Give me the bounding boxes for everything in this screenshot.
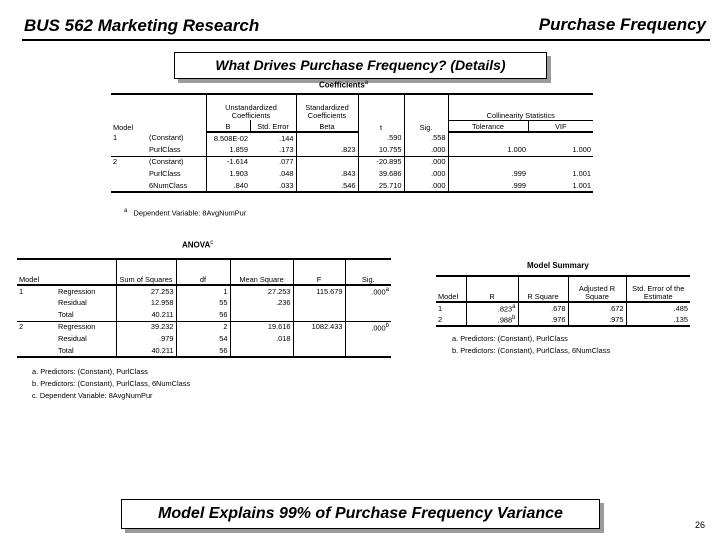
coef-header-unstd: Unstandardized Coefficients	[206, 94, 296, 120]
anova-header-f: F	[293, 259, 345, 285]
coef-tolerance-cell	[448, 156, 528, 168]
table-row	[17, 309, 391, 321]
anova-ms-cell: .236	[230, 297, 293, 309]
anova-f-cell	[293, 333, 345, 345]
coef-header-model: Model	[111, 94, 206, 132]
coef-header-b: B	[206, 120, 250, 132]
table-row	[111, 180, 593, 192]
topic-title: Purchase Frequency	[538, 15, 706, 34]
coef-header-vif: VIF	[528, 120, 593, 132]
coef-b-cell: 8.508E-02	[206, 132, 250, 144]
coef-vif-cell: 1.001	[528, 180, 593, 192]
anova-footnote-b: b. Predictors: (Constant), PurlClass, 6NumClass	[32, 379, 191, 388]
coef-term-cell: (Constant)	[149, 133, 184, 143]
ms-r-cell: .823$^a$	[466, 302, 518, 314]
coef-se-cell: .173	[279, 144, 294, 154]
table-row	[17, 285, 391, 297]
ms-adj-cell: .975	[568, 314, 626, 326]
coef-b-cell: .840	[206, 180, 250, 192]
coef-vif-cell: 1.001	[572, 169, 591, 179]
coef-t-cell: 25.710	[358, 180, 404, 192]
table-row	[436, 302, 690, 314]
coef-header-sig: Sig.	[404, 94, 448, 132]
anova-sig-cell: .000$^b$	[345, 321, 391, 333]
anova-label-cell: Residual	[58, 298, 87, 308]
anova-header-model: Model	[17, 259, 116, 285]
anova-label-cell: Regression	[56, 321, 116, 333]
ms-adj-cell: .672	[568, 302, 626, 314]
coef-beta-cell	[296, 156, 358, 168]
coef-footnote: $^a$ Dependent Variable: 8AvgNumPur	[124, 208, 247, 218]
anova-model-cell	[17, 333, 56, 345]
anova-footnote-a: a. Predictors: (Constant), PurlClass	[32, 367, 148, 376]
coef-header-beta: Beta	[296, 120, 358, 132]
ms-header-adj: Adjusted R Square	[568, 276, 626, 302]
coef-model-cell	[111, 168, 147, 180]
coef-tolerance-cell	[448, 132, 528, 144]
anova-df-cell: 56	[176, 345, 230, 357]
anova-df-cell: 56	[176, 309, 230, 321]
anova-ss-cell: .979	[116, 333, 176, 345]
anova-label-cell: Total	[58, 309, 74, 319]
footer-conclusion: Model Explains 99% of Purchase Frequency Variance	[121, 499, 600, 529]
anova-ss-cell: 27.253	[116, 285, 176, 297]
anova-ms-cell: .018	[230, 333, 293, 345]
coef-beta-cell	[296, 132, 358, 144]
ms-r-cell: .988$^b$	[466, 314, 518, 326]
coef-se-cell: .144	[279, 133, 294, 143]
anova-ms-cell: 27.253	[230, 285, 293, 297]
anova-label-cell: Residual	[58, 334, 87, 344]
ms-footnotes	[452, 333, 610, 357]
anova-sig-cell: .000$^a$	[345, 285, 391, 297]
anova-label-cell: Total	[56, 345, 116, 357]
ms-r-sup: b	[512, 314, 516, 321]
anova-sig-sup: b	[385, 322, 389, 329]
coef-b-cell: -1.614	[206, 156, 250, 168]
anova-df-cell: 1	[176, 285, 230, 297]
anova-df-cell: 55	[176, 297, 230, 309]
coef-t-cell: 39.686	[358, 168, 404, 180]
anova-f-cell	[293, 309, 345, 321]
anova-model-cell: 1	[19, 286, 24, 296]
ms-footnote-a: a. Predictors: (Constant), PurlClass	[452, 334, 568, 343]
coef-beta-cell: .546	[296, 180, 358, 192]
table-row	[17, 333, 391, 345]
coef-header-colstats: Collinearity Statistics	[448, 108, 593, 120]
anova-model-cell: 2	[17, 321, 56, 333]
coef-header-tolerance: Tolerance	[448, 120, 528, 132]
coef-beta-cell: .843	[296, 168, 358, 180]
anova-f-cell	[293, 297, 345, 309]
anova-sig-cell	[345, 345, 391, 357]
anova-table	[17, 258, 391, 358]
table-row	[436, 314, 690, 326]
anova-f-cell: 115.679	[293, 285, 345, 297]
table-row	[111, 168, 593, 180]
table-row	[17, 345, 391, 357]
coef-sig-cell: .558	[404, 132, 448, 144]
coef-sig-cell: .000	[404, 168, 448, 180]
anova-header-df: df	[176, 259, 230, 285]
ms-see-cell: .135	[626, 314, 690, 326]
ms-footnote-b: b. Predictors: (Constant), PurlClass, 6NumClass	[452, 346, 611, 355]
coef-vif-cell: 1.000	[572, 144, 591, 154]
anova-ss-cell: 39.232	[116, 321, 176, 333]
anova-ms-cell	[230, 309, 293, 321]
table-row	[17, 297, 391, 309]
coef-header-t: t	[358, 94, 404, 132]
coef-vif-cell	[528, 132, 593, 144]
ms-header-model: Model	[436, 276, 466, 302]
coef-t-cell: -20.895	[358, 156, 404, 168]
anova-model-cell	[17, 345, 56, 357]
ms-header-r2: R Square	[518, 276, 568, 302]
coef-term-cell: 6NumClass	[147, 180, 206, 192]
anova-sig-sup: a	[385, 286, 389, 293]
ms-model-cell: 2	[436, 314, 466, 326]
table-row	[111, 132, 593, 144]
anova-ss-cell: 12.958	[116, 297, 176, 309]
coef-sig-cell: .000	[404, 156, 448, 168]
anova-ss-cell: 40.211	[116, 345, 176, 357]
anova-model-cell	[17, 309, 56, 321]
coef-tolerance-cell: .999	[448, 180, 528, 192]
coef-tolerance-cell: .999	[448, 168, 528, 180]
anova-df-cell: 54	[176, 333, 230, 345]
ms-r2-cell: .678	[518, 302, 568, 314]
anova-f-cell	[293, 345, 345, 357]
coef-model-cell: 1	[113, 133, 118, 143]
anova-f-cell: 1082.433	[293, 321, 345, 333]
anova-ms-cell: 19.616	[230, 321, 293, 333]
header-rule	[22, 39, 710, 41]
coef-term-cell: PurlClass	[149, 169, 181, 179]
table-row	[111, 144, 593, 156]
anova-model-cell	[17, 297, 56, 309]
anova-sig-cell	[345, 333, 391, 345]
ms-r-sup: a	[512, 303, 516, 310]
anova-ms-cell	[230, 345, 293, 357]
anova-title: ANOVA$^c$	[182, 240, 214, 250]
anova-label-cell: Regression	[58, 286, 96, 296]
model-summary-title: Model Summary	[527, 261, 589, 270]
coef-se-cell: .048	[279, 169, 294, 179]
anova-header-ss: Sum of Squares	[116, 259, 176, 285]
ms-r2-cell: .976	[518, 314, 568, 326]
anova-df-cell: 2	[176, 321, 230, 333]
coef-term-cell: (Constant)	[147, 156, 206, 168]
coef-se-cell: .077	[250, 156, 296, 168]
coef-beta-cell: .823	[296, 144, 358, 156]
ms-header-see: Std. Error of the Estimate	[626, 276, 690, 302]
coef-tolerance-cell: 1.000	[448, 144, 528, 156]
anova-sig-cell	[345, 297, 391, 309]
ms-header-r: R	[466, 276, 518, 302]
coef-sig-cell: .000	[404, 180, 448, 192]
course-title: BUS 562 Marketing Research	[24, 16, 260, 35]
coef-sig-cell: .000	[404, 144, 448, 156]
coef-header-se: Std. Error	[250, 120, 296, 132]
coef-header-std: Standardized Coefficients	[296, 94, 358, 120]
ms-model-cell: 1	[438, 303, 443, 313]
coef-model-cell	[111, 180, 147, 192]
ms-see-cell: .485	[626, 302, 690, 314]
coef-vif-cell	[528, 156, 593, 168]
coef-se-cell: .033	[250, 180, 296, 192]
anova-footnotes	[32, 366, 190, 402]
coef-term-cell: PurlClass	[149, 144, 181, 154]
model-summary-table	[436, 275, 690, 327]
coef-b-cell: 1.859	[206, 144, 250, 156]
table-row	[111, 156, 593, 168]
coef-b-cell: 1.903	[206, 168, 250, 180]
anova-sig-cell	[345, 309, 391, 321]
coefficients-title: Coefficients$^a$	[319, 80, 369, 90]
slide-subtitle: What Drives Purchase Frequency? (Details)	[174, 52, 547, 79]
coef-model-cell	[111, 144, 147, 156]
coef-t-cell: 10.755	[358, 144, 404, 156]
anova-footnote-c: c. Dependent Variable: 8AvgNumPur	[32, 391, 153, 400]
coef-t-cell: .590	[358, 132, 404, 144]
anova-ss-cell: 40.211	[116, 309, 176, 321]
coef-model-cell: 2	[111, 156, 147, 168]
anova-header-ms: Mean Square	[230, 259, 293, 285]
table-row	[17, 321, 391, 333]
anova-header-sig: Sig.	[345, 259, 391, 285]
coefficients-table	[111, 93, 593, 193]
page-number: 26	[694, 520, 705, 530]
